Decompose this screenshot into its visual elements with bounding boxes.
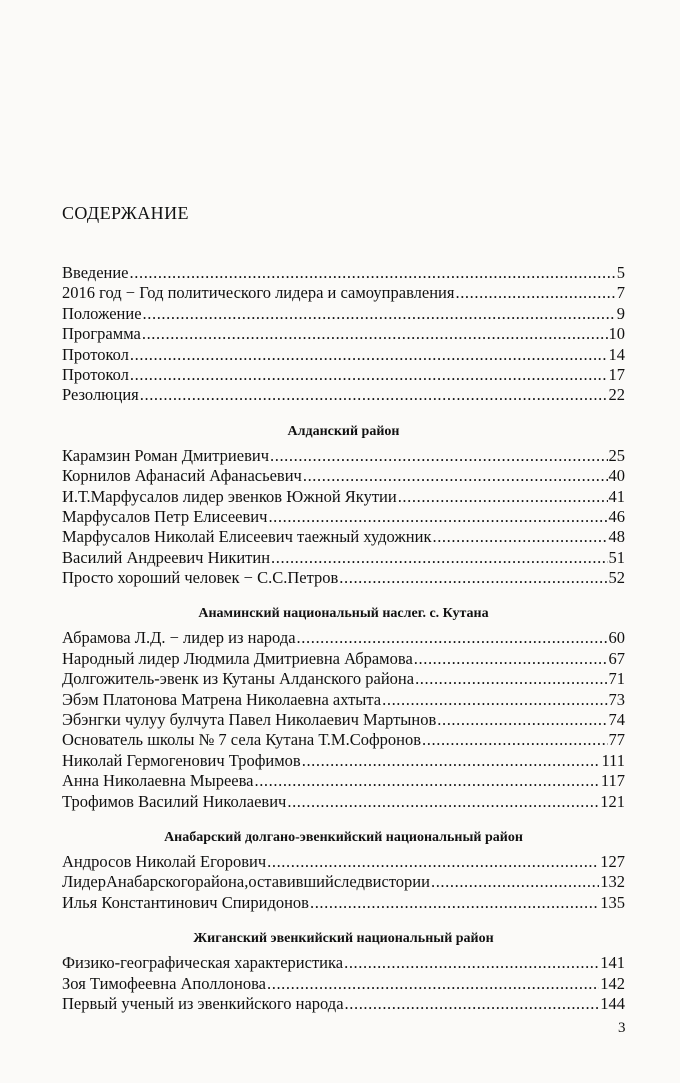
toc-entry-page: 117 [600,771,625,791]
toc-entry-title: Народный лидер Людмила Дмитриевна Абрамова [62,648,413,668]
toc-entry-page: 46 [608,506,625,526]
section-heading: Анабарский долгано-эвенкийский национальный район [164,829,523,845]
toc-dot-leader [142,324,608,344]
toc-entry [62,953,625,973]
toc-entry-page: 51 [608,547,625,567]
toc-entry-title: Протокол [62,364,129,384]
toc-entry-title: Первый ученый из эвенкийского народа [62,993,344,1013]
toc-entry-title: Эбэнгки чулуу булчута Павел Николаевич Мартынов [62,710,437,730]
toc-dot-leader [287,792,599,812]
toc-dot-leader [297,628,608,648]
toc-entry [62,628,625,648]
toc-entry-page: 7 [616,283,625,303]
toc-entry [62,994,625,1014]
toc-entry-title: Основатель школы № 7 села Кутана Т.М.Софронов [62,730,422,750]
toc-entry-title: Андросов Николай Егорович [62,851,267,871]
toc-dot-leader [344,953,599,973]
toc-dot-leader [267,974,599,994]
toc-dot-leader [254,771,599,791]
toc-entry-page: 22 [608,385,625,405]
toc-entry [62,690,625,710]
toc-entry [62,304,625,324]
toc-entry-page: 52 [608,568,625,588]
toc-entry-title: Положение [62,303,142,323]
toc-dot-leader [303,466,608,486]
toc-intro-list [62,263,625,406]
toc-entry-page: 127 [600,851,625,871]
toc-dot-leader [382,690,607,710]
toc-dot-leader [345,994,600,1014]
toc-entry-page: 111 [601,750,625,770]
section-spacer [62,588,625,604]
section-spacer [62,913,625,929]
toc-entry-page: 60 [608,628,625,648]
toc-dot-leader [422,730,607,750]
toc-entry-title: Просто хороший человек − С.С.Петров [62,568,339,588]
section-spacer [62,406,625,422]
toc-entry-title: Василий Андреевич Никитин [62,547,271,567]
toc-entry-title: Николай Гермогенович Трофимов [62,750,301,770]
toc-entry-page: 5 [616,263,625,282]
toc-entry-page: 14 [608,344,625,364]
toc-entry [62,283,625,303]
table-of-contents [62,263,625,1014]
toc-section [62,929,625,1014]
toc-entry-page: 144 [600,993,625,1013]
toc-entry-page: 67 [608,648,625,668]
toc-entry [62,974,625,994]
toc-entry-title: Корнилов Афанасий Афанасьевич [62,466,302,486]
toc-dot-leader [431,872,599,892]
toc-entry [62,792,625,812]
toc-entry-title: Карамзин Роман Дмитриевич [62,445,269,465]
toc-entry [62,548,625,568]
toc-entry [62,710,625,730]
toc-entry-title: Протокол [62,344,129,364]
toc-entry-title: Введение [62,263,129,282]
toc-entry [62,345,625,365]
toc-entry [62,324,625,344]
toc-dot-leader [130,365,608,385]
toc-dot-leader [437,710,607,730]
toc-entry-page: 48 [608,527,625,547]
toc-entry-title: Зоя Тимофеевна Аполлонова [62,973,266,993]
section-heading: Жиганский эвенкийский национальный район [193,931,494,947]
toc-entry-page: 40 [608,466,625,486]
section-heading: Алданский район [287,423,400,439]
toc-entry-title: Илья Константинович Спиридонов [62,892,309,912]
toc-entry-title: Резолюция [62,385,139,405]
toc-dot-leader [270,446,608,466]
toc-dot-leader [302,751,601,771]
section-heading: Анаминский национальный наслег. с. Кутана [198,606,489,622]
toc-entry [62,446,625,466]
toc-entry-page: 77 [608,730,625,750]
toc-dot-leader [415,669,607,689]
toc-entry [62,751,625,771]
toc-dot-leader [140,385,608,405]
toc-entry-page: 141 [600,953,625,973]
toc-dot-leader [398,487,608,507]
toc-dot-leader [268,507,607,527]
toc-dot-leader [143,304,616,324]
toc-entry-title: Долгожитель-эвенк из Кутаны Алданского района [62,669,415,689]
toc-entry [62,466,625,486]
page-number: 3 [618,1020,626,1036]
toc-entry [62,568,625,588]
toc-entry-title: И.Т.Марфусалов лидер эвенков Южной Якутии [62,486,397,506]
toc-entry-page: 9 [616,303,625,323]
toc-entry [62,730,625,750]
toc-entry [62,365,625,385]
toc-dot-leader [271,548,607,568]
toc-entry-page: 74 [608,710,625,730]
section-spacer [62,812,625,828]
toc-dot-leader [414,649,608,669]
toc-section [62,422,625,589]
toc-entry [62,872,625,892]
toc-entry-page: 10 [608,324,625,344]
toc-entry-page: 135 [600,892,625,912]
toc-entry-page: 142 [600,973,625,993]
toc-entry [62,771,625,791]
toc-entry-page: 73 [608,689,625,709]
toc-entry [62,385,625,405]
toc-entry [62,487,625,507]
toc-dot-leader [310,893,599,913]
toc-entry-title: Абрамова Л.Д. − лидер из народа [62,628,296,648]
toc-entry-title: ЛидерАнабарскогорайона,оставившийследвистории [62,872,430,892]
toc-entry-title: Марфусалов Николай Елисеевич таежный художник [62,527,432,547]
toc-dot-leader [267,852,599,872]
toc-entry-page: 132 [600,872,625,892]
toc-entry-title: Марфусалов Петр Елисеевич [62,506,268,526]
toc-entry-title: Эбэм Платонова Матрена Николаевна ахтыта [62,689,382,709]
toc-entry-title: 2016 год − Год политического лидера и самоуправления [62,283,455,303]
toc-dot-leader [339,568,607,588]
toc-entry-title: Анна Николаевна Мыреева [62,771,254,791]
toc-dot-leader [130,263,616,283]
toc-dot-leader [432,527,607,547]
toc-entry-page: 17 [608,364,625,384]
toc-entry [62,852,625,872]
toc-entry-page: 71 [608,669,625,689]
toc-entry-page: 25 [608,445,625,465]
toc-entry [62,669,625,689]
toc-entry-title: Физико-географическая характеристика [62,953,344,973]
page-title: СОДЕРЖАНИЕ [62,203,189,223]
toc-entry-page: 41 [608,486,625,506]
toc-section [62,828,625,913]
toc-section [62,604,625,812]
toc-entry [62,263,625,283]
toc-entry [62,649,625,669]
toc-dot-leader [130,345,608,365]
toc-entry [62,507,625,527]
toc-entry [62,527,625,547]
toc-dot-leader [455,283,615,303]
toc-entry-title: Программа [62,324,141,344]
toc-entry [62,893,625,913]
toc-entry-page: 121 [600,791,625,811]
toc-entry-title: Трофимов Василий Николаевич [62,791,287,811]
